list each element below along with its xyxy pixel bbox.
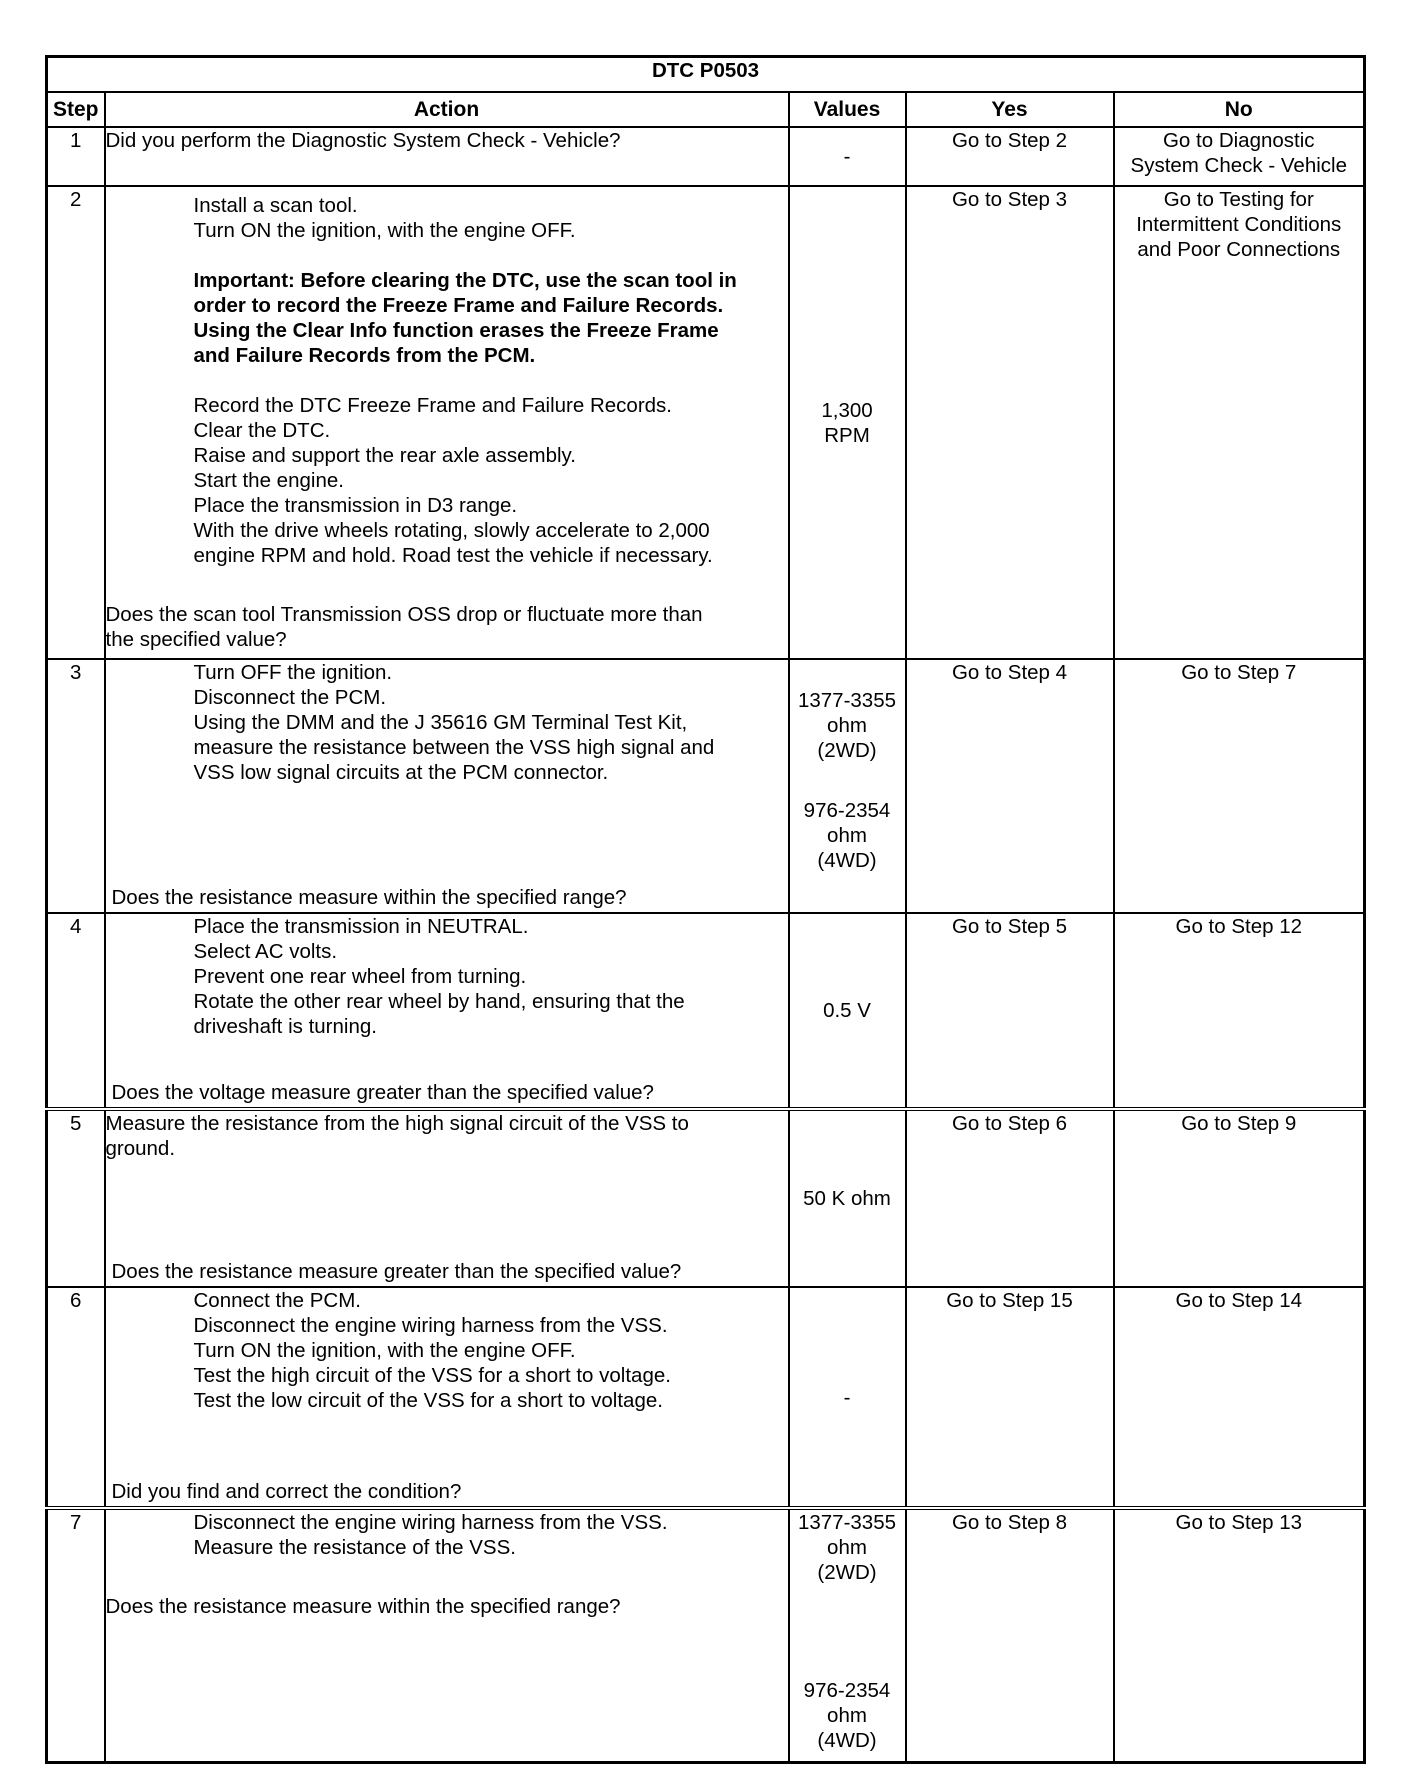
header-yes: Yes (906, 92, 1114, 127)
value-text: (4WD) (817, 849, 877, 872)
yes-cell: Go to Step 3 (906, 186, 1114, 659)
action-cell (105, 913, 789, 1109)
action-cell (105, 186, 789, 659)
step-number: 1 (47, 127, 105, 186)
no-text: System Check - Vehicle (1130, 154, 1347, 177)
header-values: Values (789, 92, 906, 127)
question-text: Does the resistance measure greater than the specified value? (111, 1260, 682, 1283)
action-line: Record the DTC Freeze Frame and Failure Records. (193, 394, 673, 417)
question-text: Did you find and correct the condition? (111, 1480, 462, 1503)
action-line: Place the transmission in NEUTRAL. (193, 915, 529, 938)
table-row (47, 1508, 1365, 1762)
action-line: Start the engine. (193, 469, 344, 492)
yes-cell: Go to Step 2 (906, 127, 1114, 186)
action-line: ground. (105, 1137, 176, 1160)
value-cell (789, 186, 906, 659)
question-text: Did you perform the Diagnostic System Check - Vehicle? (105, 129, 621, 152)
table-row (47, 1109, 1365, 1287)
table-row (47, 186, 1365, 659)
no-cell: Go to Step 14 (1114, 1287, 1365, 1508)
step-number: 7 (47, 1508, 105, 1762)
step-number: 5 (47, 1109, 105, 1287)
action-line: VSS low signal circuits at the PCM connector. (193, 761, 609, 784)
value-text: 976-2354 (803, 1679, 891, 1702)
action-line: engine RPM and hold. Road test the vehicle if necessary. (193, 544, 713, 567)
no-text: Go to Testing for (1163, 188, 1314, 211)
table-title: DTC P0503 (47, 57, 1365, 93)
dtc-table (45, 55, 1366, 1764)
step-number: 4 (47, 913, 105, 1109)
action-cell (105, 1109, 789, 1287)
action-line: Test the low circuit of the VSS for a short to voltage. (193, 1389, 663, 1412)
action-line: Install a scan tool. (193, 194, 358, 217)
value-text: ohm (827, 824, 867, 847)
action-line: Measure the resistance of the VSS. (193, 1536, 516, 1559)
yes-cell: Go to Step 15 (906, 1287, 1114, 1508)
value-text: 1377-3355 (797, 689, 897, 712)
header-action: Action (105, 92, 789, 127)
value-cell (789, 1508, 906, 1762)
action-line: Measure the resistance from the high signal circuit of the VSS to (105, 1112, 689, 1135)
action-line: Prevent one rear wheel from turning. (193, 965, 527, 988)
action-line: Disconnect the engine wiring harness from the VSS. (193, 1314, 668, 1337)
action-line: measure the resistance between the VSS high signal and (193, 736, 715, 759)
action-line: Disconnect the engine wiring harness from the VSS. (193, 1511, 668, 1534)
question-text: the specified value? (105, 628, 287, 651)
no-text: Go to Diagnostic (1162, 129, 1315, 152)
action-line: With the drive wheels rotating, slowly accelerate to 2,000 (193, 519, 710, 542)
important-note: Using the Clear Info function erases the Freeze Frame (193, 319, 719, 342)
value-cell: - (789, 1287, 906, 1508)
important-note: and Failure Records from the PCM. (193, 344, 536, 367)
yes-cell: Go to Step 5 (906, 913, 1114, 1109)
action-cell (105, 1287, 789, 1508)
header-no: No (1114, 92, 1365, 127)
action-line: Turn ON the ignition, with the engine OFF. (193, 1339, 576, 1362)
table-row (47, 127, 1365, 186)
table-row (47, 913, 1365, 1109)
value-text: 976-2354 (803, 799, 891, 822)
value-text: ohm (827, 714, 867, 737)
no-text: and Poor Connections (1137, 238, 1341, 261)
action-cell (105, 659, 789, 913)
no-cell (1114, 186, 1365, 659)
action-line: Raise and support the rear axle assembly. (193, 444, 576, 467)
value-cell: 50 K ohm (789, 1109, 906, 1287)
action-line: Turn OFF the ignition. (193, 661, 393, 684)
action-line: Place the transmission in D3 range. (193, 494, 518, 517)
no-cell: Go to Step 13 (1114, 1508, 1365, 1762)
action-line: Turn ON the ignition, with the engine OFF. (193, 219, 576, 242)
action-cell (105, 127, 789, 186)
value-cell: 0.5 V (789, 913, 906, 1109)
value-text: ohm (827, 1536, 867, 1559)
important-note: order to record the Freeze Frame and Failure Records. (193, 294, 724, 317)
yes-cell: Go to Step 6 (906, 1109, 1114, 1287)
value-text: 1377-3355 (797, 1511, 897, 1534)
value-text: (4WD) (817, 1729, 877, 1752)
value-text: 1,300 (821, 398, 873, 422)
action-line: Connect the PCM. (193, 1289, 361, 1312)
table-row (47, 659, 1365, 913)
action-line: Test the high circuit of the VSS for a short to voltage. (193, 1364, 671, 1387)
action-line: Clear the DTC. (193, 419, 331, 442)
no-cell: Go to Step 7 (1114, 659, 1365, 913)
value-text: (2WD) (817, 1561, 877, 1584)
step-number: 2 (47, 186, 105, 659)
value-cell: - (789, 127, 906, 186)
no-text: Intermittent Conditions (1136, 213, 1342, 236)
no-cell (1114, 127, 1365, 186)
important-note: Important: Before clearing the DTC, use the scan tool in (193, 269, 737, 292)
no-cell: Go to Step 12 (1114, 913, 1365, 1109)
value-text: ohm (827, 1704, 867, 1727)
action-line: Rotate the other rear wheel by hand, ensuring that the (193, 990, 685, 1013)
yes-cell: Go to Step 4 (906, 659, 1114, 913)
value-text: RPM (824, 423, 870, 447)
action-cell (105, 1508, 789, 1762)
question-text: Does the voltage measure greater than the specified value? (111, 1081, 654, 1104)
header-step: Step (47, 92, 105, 127)
step-number: 3 (47, 659, 105, 913)
question-text: Does the resistance measure within the specified range? (105, 1595, 621, 1618)
action-line: Using the DMM and the J 35616 GM Terminal Test Kit, (193, 711, 688, 734)
value-text: (2WD) (817, 739, 877, 762)
table-row (47, 1287, 1365, 1508)
question-text: Does the resistance measure within the specified range? (111, 886, 627, 909)
no-cell: Go to Step 9 (1114, 1109, 1365, 1287)
value-cell (789, 659, 906, 913)
action-line: driveshaft is turning. (193, 1015, 377, 1038)
action-line: Select AC volts. (193, 940, 338, 963)
step-number: 6 (47, 1287, 105, 1508)
action-line: Disconnect the PCM. (193, 686, 387, 709)
yes-cell: Go to Step 8 (906, 1508, 1114, 1762)
question-text: Does the scan tool Transmission OSS drop or fluctuate more than (105, 603, 703, 626)
